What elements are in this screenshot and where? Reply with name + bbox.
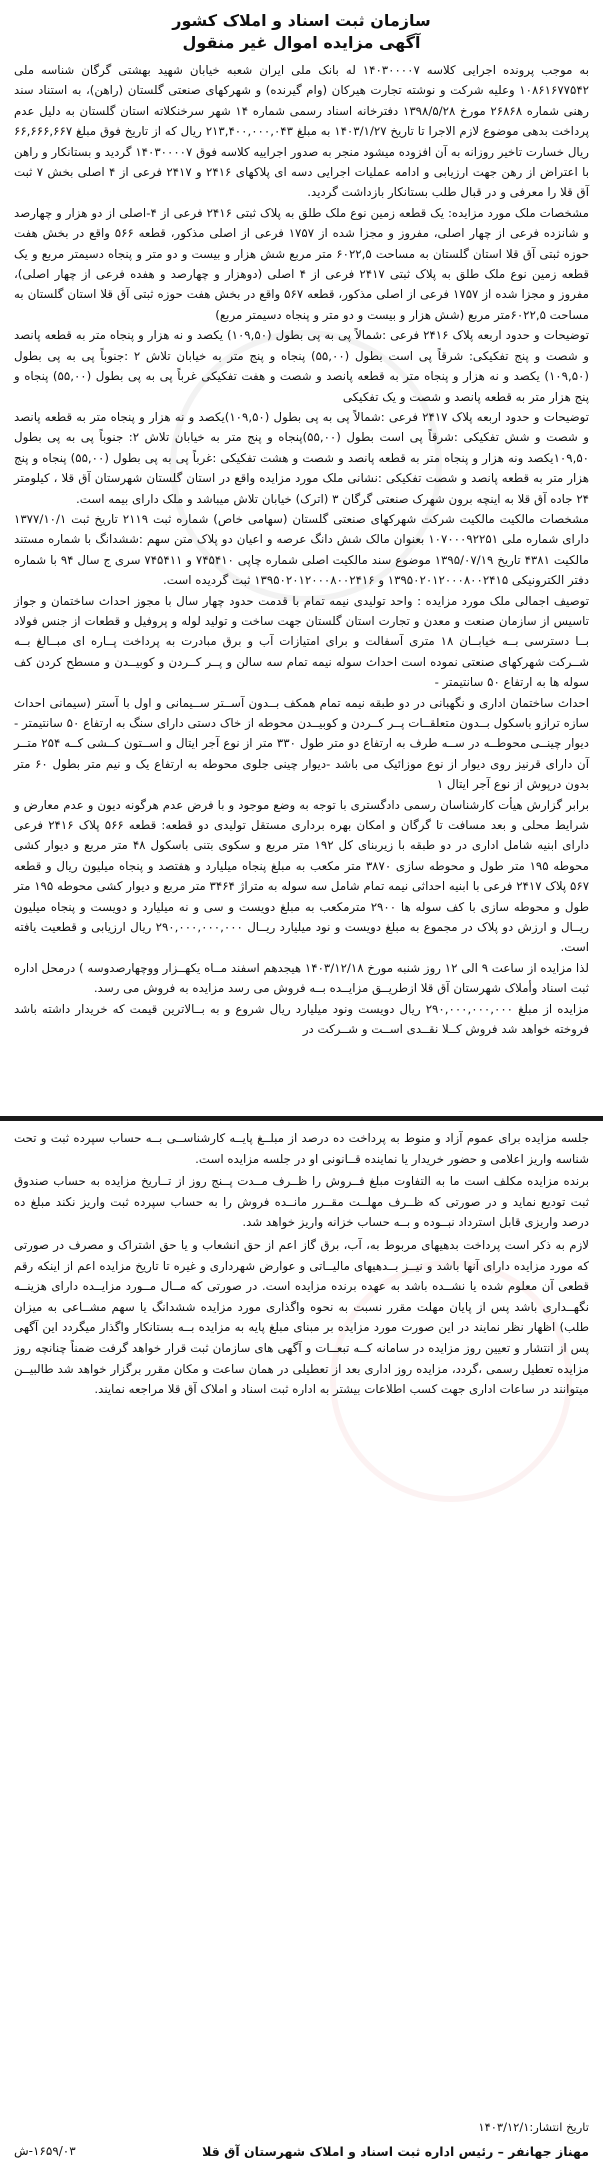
paragraph-winner-obligation: برنده مزایده مکلف است ما به التفاوت مبلغ فــروش را ظــرف مــدت پــنج روز از تــاریخ مزایده به حساب صندوق ثبت تودیع نماید و در صورتی که ظــرف مهلــت مقــرر مانــده فروش را به حساب سپرده ثبت واریز نکند مبلغ ده درصد واریزی قابل استرداد نبــوده و بــه حساب خزانه واریز خواهد شد.	[14, 1174, 589, 1230]
notice-body	[0, 54, 603, 1040]
paragraph-appraisal: برابر گزارش هیأت کارشناسان رسمی دادگستری با توجه به وضع موجود و با فرض عدم هرگونه دیون و عدم معارض و شرایط محلی و بعد مسافت تا گرگان و امکان بهره برداری مستقل تولیدی دو قطعه: قطعه ۵۶۶ پلاک ۲۴۱۶ فرعی دارای ابنیه شامل اداری در دو طبقه با زیربنای کل ۱۹۲ متر مربع و سکوی بتنی باسکول ۴۸ متر مربع و دیوار کشی محوطه ۱۹۵ متر طول و محوطه سازی ۳۸۷۰ متر مکعب به مبلغ پنجاه میلیارد و هفتصد و پنجاه میلیون ریال و قطعه ۵۶۷ پلاک ۲۴۱۷ فرعی با ابنیه احداثی نیمه تمام شامل سه سوله به متراژ ۳۴۶۴ متر مربع و دیوار کشی محوطه ۱۹۵ متر طول و محوطه سازی با کف سوله ها ۲۹۰۰ مترمکعب به مبلغ دویست و سی و نه میلیارد و دویست و پنجاه میلیون ریــال و ارزش دو پلاک در مجموع به مبلغ دویست و نود میلیارد ریــال ۲۹۰,۰۰۰,۰۰۰,۰۰۰ ریال ارزیابی و قطعیت یافته است.	[14, 797, 590, 955]
notice-footer	[14, 2138, 589, 2164]
signer-line: مهناز جهانفر – رئیس اداره ثبت اسناد و املاک شهرستان آق قلا	[202, 2143, 589, 2159]
paragraph-buildings: احداث ساختمان اداری و نگهبانی در دو طبقه نیمه تمام همکف بــدون آســتر ســیمانی و اول با آستر (سیمانی احداث سازه ترازو باسکول بــدون متعلقــات پــر کــردن و کوبیــدن محوطه از خاک دستی دارای سنگ به ارتفاع ۵۰ سانتیمتر - دیوار چینــی محوطــه در ســه طرف به ارتفاع دو متر طول ۳۳۰ متر از نوع آجر ایتال و اســتون کــشی کــه ۲۵۴ متــر آن دارای قرنیز روی دیوار از نوع موزائیک می باشد -دیوار چینی جلوی محوطه به ارتفاع یک و نیم متر بطول ۶۰ متر بدون درپوش از نوع آجر ایتال ۱	[14, 695, 589, 792]
reference-number: ۱۶۵۹/۰۳-ش	[14, 2144, 76, 2158]
organization-title: سازمان ثبت اسناد و املاک کشور	[172, 11, 431, 30]
paragraph-debts-note: لازم به ذکر است پرداخت بدهیهای مربوط به، آب، برق گاز اعم از حق انشعاب و یا حق اشتراک و مصرف در صورتی که مورد مزایده دارای آنها باشد و نیــز بــدهیهای مالیــاتی و عوارض شهرداری و غیره تا تاریخ مزایده اعم از اینکه رقم قطعی آن معلوم شده یا نشــده باشد به عهده برنده مزایده است. در صورتی که مــال مــورد مزایــده دارای هزینــه نگهــداری باشد پس از پایان مهلت مقرر نسبت به نحوه واگذاری مورد مزایده ششدانگ یا سهم مشــاعی به میزان طلب) اظهار نظر نمایند در این صورت مورد مزایده بر مبنای مبلغ پایه به مزایده بــه بستانکار واگذار میگردد این آگهی پس از انتشار و تعیین روز مزایده در سامانه کــه تبعــات و آگهی های سازمان ثبت قرار خواهد گرفت ضمناً چنانچه روز مزایده تعطیل رسمی ،گردد، مزایده روز اداری بعد از تعطیلی در همان ساعت و مکان مقرر برگزار خواهد شد طالبیــن میتوانند در ساعات اداری جهت کسب اطلاعات بیشتر به اداره ثبت اسناد و املاک آق قلا مراجعه نمایند.	[14, 1237, 589, 1397]
paragraph-property-specs: مشخصات ملک مورد مزایده: یک قطعه زمین نوع ملک طلق به پلاک ثبتی ۲۴۱۶ فرعی از ۴-اصلی از دو هزار و چهارصد و شانزده فرعی از چهار اصلی، مفروز و مجزا شده از ۱۷۵۷ فرعی از اصلی مذکور، قطعه ۵۶۶ واقع در بخش هفت حوزه ثبتی آق قلا استان گلستان به مساحت ۶۰۲۲,۵ متر مربع شش هزار و بیست و دو متر و پنجاه دسیمتر مربع و یک قطعه زمین نوع ملک طلق به پلاک ثبتی ۲۴۱۷ فرعی از ۴ اصلی (دوهزار و چهارصد و هفده فرعی از چهار اصلی)، مفروز و مجزا شده از ۱۷۵۷ فرعی از اصلی مذکور، قطعه ۵۶۷ واقع در بخش هفت حوزه ثبتی آق قلا استان گلستان به مساحت ۶۰۲۲,۵متر مربع (شش هزار و بیست و دو متر و پنجاه دسیمتر مربع)	[14, 205, 589, 322]
notice-body-continued	[0, 1128, 603, 1402]
paragraph-starting-price: مزایده از مبلغ ۲۹۰,۰۰۰,۰۰۰,۰۰۰ ریال دویست ونود میلیارد ریال شروع و به بــالاترین قیمت که خریدار داشته باشد فروخته خواهد شد فروش کــلا نقــدی اســت و شــرکت در	[14, 1001, 589, 1037]
publish-date: تاریخ انتشار:۱۴۰۳/۱۲/۱	[478, 2120, 589, 2134]
paragraph-participation: جلسه مزایده برای عموم آزاد و منوط به پرداخت ده درصد از مبلــغ پایــه کارشناســی بــه حساب سپرده ثبت و تحت شناسه واریز اعلامی و حضور خریدار یا نماینده قــانونی او در جلسه مزایده است.	[14, 1131, 589, 1166]
paragraph-ownership: مشخصات مالکیت مالکیت شرکت شهرکهای صنعتی گلستان (سهامی خاص) شماره ثبت ۲۱۱۹ تاریخ ثبت ۱۳۷۷/۱۰/۱ دارای شماره ملی ۱۰۷۰۰۰۹۲۲۵۱ بعنوان مالک شش دانگ عرصه و اعیان دو پلاک متن سهم :ششدانگ با شماره مستند مالکیت ۴۳۸۱ تاریخ ۱۳۹۵/۰۷/۱۹ موضوع سند مالکیت اصلی شماره چاپی ۷۴۵۴۱۰ و ۷۴۵۴۱۱ سری ج سال ۹۴ با شماره دفتر الکترونیکی ۱۳۹۵۰۲۰۱۲۰۰۰۸۰۰۲۴۱۵ و ۱۳۹۵۰۲۰۱۲۰۰۰۸۰۰۲۴۱۶ ثبت گردیده است.	[14, 511, 589, 588]
section-separator	[0, 1116, 603, 1121]
paragraph-bounds-2417: توضیحات و حدود اربعه پلاک ۲۴۱۷ فرعی :شمالاً پی به پی بطول (۱۰۹,۵۰)یکصد و نه هزار و پنجاه متر به قطعه پانصد و شصت و شش تفکیکی :شرقاً پی است بطول (۵۵,۰۰)پنجاه و پنج متر به خیابان تلاش ۲: جنوباً پی به پی بطول ۱۰۹,۵۰یکصد ونه هزار و پنجاه متر به قطعه پانصد و شصت و هشت تفکیکی :غرباً پی به پی بطول (۵۵,۰۰) پنجاه و پنج هزار متر به قطعه پانصد و شصت تفکیکی :نشانی ملک مورد مزایده واقع در استان گلستان شهرستان آق قلا ، کیلومتر ۲۴ جاده آق قلا به اینچه برون شهرک صنعتی گرگان ۳ (اترک) خیابان تلاش میباشد و ملک دارای بیمه است.	[14, 409, 589, 506]
paragraph-auction-date: لذا مزایده از ساعت ۹ الی ۱۲ روز شنبه مورخ ۱۴۰۳/۱۲/۱۸ هیجدهم اسفند مــاه یکهــزار ووچهارصدوسه ) درمحل اداره ثبت اسناد وأملاک شهرستان آق قلا ازطریــق مزایــده بــه فروش می رسد مزایده به فروش می رسد.	[14, 960, 589, 996]
notice-header	[0, 0, 603, 54]
paragraph-bounds-2416: توضیحات و حدود اربعه پلاک ۲۴۱۶ فرعی :شمالاً پی به پی بطول (۱۰۹,۵۰) یکصد و نه هزار و پنجاه متر به قطعه پانصد و شصت و پنج تفکیکی: شرقاً پی است بطول (۵۵,۰۰) پنجاه و پنج متر به خیابان تلاش ۲ :جنوباً پی به پی بطول (۱۰۹,۵۰) یکصد و نه هزار و پنجاه متر به قطعه پانصد و شصت و هفت تفکیکی غرباً پی به پی بطول (۵۵,۰۰) پنجاه و پنج هزار متر به قطعه پانصد و شصت و یک تفکیکی	[14, 328, 589, 404]
paragraph-description: توصیف اجمالی ملک مورد مزایده : واحد تولیدی نیمه تمام با قدمت حدود چهار سال با مجوز احداث ساختمان و جواز تاسیس از سازمان صنعت و معدن و تجارت استان گلستان جهت ساخت و تولید لوله و پروفیل و قطعات از جنس فولاد بــا دسترسی بــه خیابــان ۱۸ متری آسفالت و برای امتیازات آب و برق مبادرت به پرداخت پــاره ای مبــالغ بــه شــرکت شهرکهای صنعتی نموده است احداث سوله نیمه تمام سه سالن و پــر کــردن و کوبیــدن و مسطح کردن کف سوله ها به ارتفاع ۵۰ سانتیمتر -	[14, 593, 589, 690]
paragraph-case: به موجب پرونده اجرایی کلاسه ۱۴۰۳۰۰۰۰۷ له بانک ملی ایران شعبه خیابان شهید بهشتی گرگان شناسه ملی ۱۰۸۶۱۶۷۷۵۴۲ وعلیه شرکت و نوشته تجارت هیرکان (وام گیرنده) و شهرکهای صنعتی گلستان (راهن)، به استناد سند رهنی شماره ۲۶۸۶۸ مورخ ۱۳۹۸/۵/۲۸ دفترخانه اسناد رسمی شماره ۱۴ شهر سرخنکلاته استان گلستان به دلیل عدم پرداخت بدهی موضوع لازم الاجرا تا تاریخ ۱۴۰۳/۱/۲۷ به مبلغ ۲۱۳,۴۰۰,۰۰۰,۰۴۳ ریال که از تاریخ فوق مبلغ ۶۶,۶۶۶,۶۶۷ ریال خسارت تاخیر روزانه به آن افزوده میشود منجر به صدور اجراییه کلاسه فوق ۱۴۰۳۰۰۰۰۷ گردید و بستانکار و راهن با اعتراض از رهن جهت ارزیابی و ادامه عملیات اجرایی دسه ای پلاکهای ۲۴۱۶ و ۲۴۱۷ فرعی از ۴ اصلی بخش ۷ ثبت آق قلا را معرفی و در قبال طلب بستانکار بازداشت گردید.	[14, 63, 589, 200]
notice-title: آگهی مزایده اموال غیر منقول	[182, 33, 421, 52]
